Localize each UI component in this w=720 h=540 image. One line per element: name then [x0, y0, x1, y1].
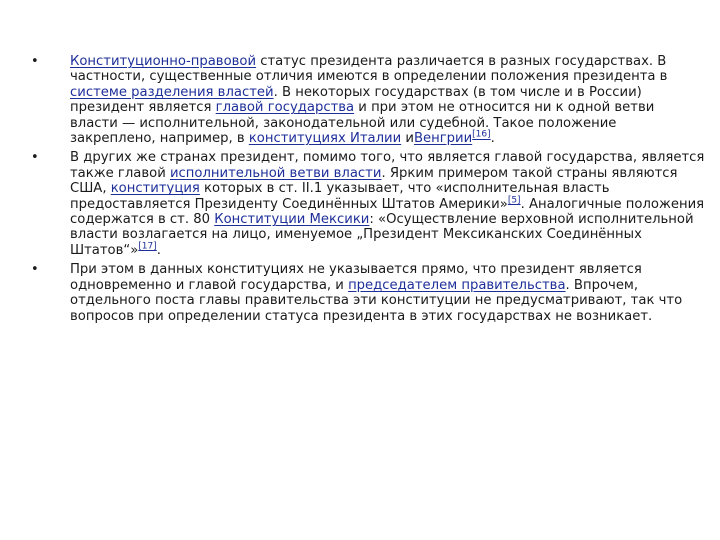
wiki-link[interactable]: Конституционно-правовой	[70, 54, 257, 69]
paragraph-text: . Ярким примером такой страны являются США,	[70, 165, 678, 197]
wiki-link[interactable]: Венгрии	[413, 131, 473, 147]
paragraph-text: которых в ст. II.1 указывает, что «исполнительная власть предоставляется Президенту Соединённых Штатов Америки»	[70, 181, 610, 212]
wiki-link[interactable]: главой государства	[215, 100, 355, 116]
bullet-item	[20, 54, 706, 146]
bullet-item	[20, 262, 706, 324]
paragraph-text: . Впрочем, отдельного поста главы правительства эти конституции не предусматривают, так что вопросов при определении статуса президента в этих государствах не возникает.	[70, 277, 683, 324]
bullet-marker: •	[31, 54, 39, 69]
paragraph-text: : «Осуществление верховной исполнительной власти возлагается на лицо, именуемое „Президент Мексиканских Соединённых Штатов“»	[70, 212, 694, 258]
bullet-list	[20, 54, 706, 328]
footnote-ref[interactable]: [17]	[138, 241, 157, 252]
wiki-link[interactable]: Конституции Мексики	[214, 212, 370, 228]
footnote-ref[interactable]: [5]	[507, 195, 521, 206]
wiki-link[interactable]: конституция	[110, 181, 200, 197]
paragraph-text: и при этом не относится ни к одной ветви власти — исполнительной, законодательной или судебной. Такое положение закреплено, например, в	[70, 100, 655, 147]
paragraph-text: . Аналогичные положения содержатся в ст. 80	[70, 196, 705, 228]
paragraph-text: статус президента различается в разных государствах. В частности, существенные отличия имеются в определении положения президента в	[70, 54, 668, 85]
wiki-link[interactable]: конституциях Италии	[248, 131, 402, 147]
bullet-marker: •	[31, 262, 39, 278]
bullet-item	[20, 150, 706, 258]
bullet-marker: •	[31, 150, 39, 166]
paragraph-text: При этом в данных конституциях не указывается прямо, что президент является одновременно и главой государства, и	[70, 262, 642, 293]
paragraph-text: В других же странах президент, помимо того, что является главой государства, является также главой	[70, 150, 705, 181]
footnote-ref[interactable]: [16]	[472, 129, 491, 140]
wiki-link[interactable]: председателем правительства	[348, 277, 566, 293]
wiki-link[interactable]: исполнительной ветви власти	[169, 165, 382, 181]
wiki-link[interactable]: системе разделения властей	[70, 84, 274, 100]
paragraph-text: .	[490, 131, 495, 147]
paragraph-text: .	[156, 242, 161, 258]
paragraph-text: и	[401, 131, 414, 147]
paragraph-text: . В некоторых государствах (в том числе и в России) президент является	[70, 84, 642, 116]
